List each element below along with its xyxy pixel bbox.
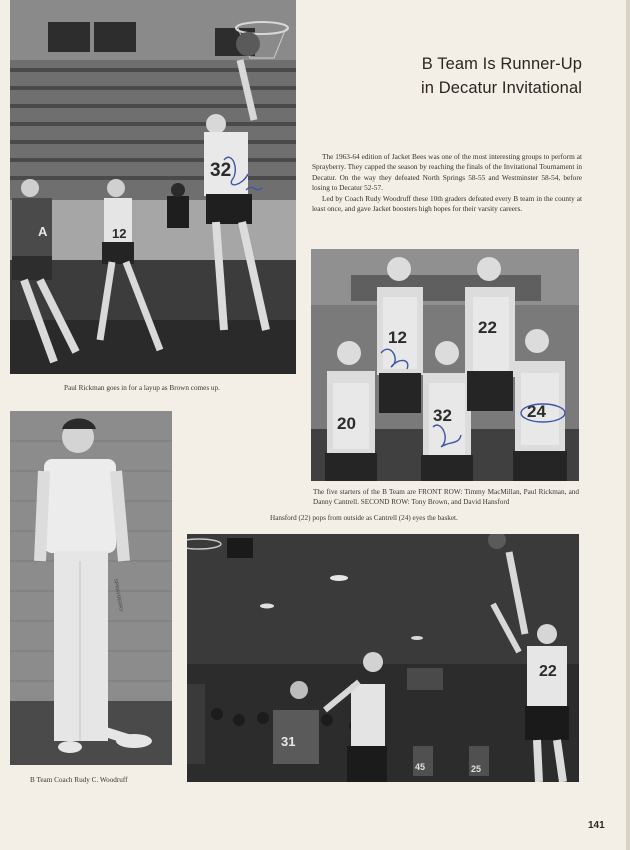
article-paragraph-2: Led by Coach Rudy Woodruff these 10th graders defeated every B team in the county at least once, and gave Jacket boosters high hopes for their varsity careers. <box>312 193 582 214</box>
article-headline <box>380 52 582 100</box>
action-bg-right-jersey: 25 <box>471 764 482 774</box>
page-edge <box>626 0 630 850</box>
team-back-left-jersey: 12 <box>388 328 407 347</box>
action-shooter-jersey: 22 <box>539 663 557 680</box>
coach-shirt-lettering: SPRAYBERRY <box>112 578 124 613</box>
action-bg-left-jersey: 45 <box>415 762 426 772</box>
team-front-right-jersey: 24 <box>527 402 546 421</box>
team-front-left-jersey: 20 <box>337 414 356 433</box>
starters-caption: The five starters of the B Team are FRONT ROW: Timmy MacMillan, Paul Rickman, and Danny Cantrell. SECOND ROW: Tony Brown, and David Hansford <box>313 488 579 506</box>
headline-line-2: in Decatur Invitational <box>421 79 582 97</box>
team-back-right-jersey: 22 <box>478 318 497 337</box>
article-body <box>312 152 582 214</box>
shot-caption: Hansford (22) pops from outside as Cantrell (24) eyes the basket. <box>270 514 458 522</box>
coach-caption: B Team Coach Rudy C. Woodruff <box>30 776 128 784</box>
defender-jersey-number: 12 <box>112 226 127 241</box>
left-player-jersey-mark: A <box>38 224 48 239</box>
layup-jersey-number: 32 <box>210 160 232 181</box>
layup-photo <box>10 0 296 374</box>
action-photo <box>187 534 579 782</box>
coach-photo <box>10 411 172 765</box>
page-number: 141 <box>588 820 605 831</box>
headline-line-1: B Team Is Runner-Up <box>421 55 582 73</box>
team-front-center-jersey: 32 <box>433 406 452 425</box>
article-paragraph-1: The 1963-64 edition of Jacket Bees was one of the most interesting groups to perform at Sprayberry. They capped the season by reaching the finals of the Invitational Tournament in Decatur. On the way they defeated North Springs 58-55 and Westminster 58-54, before losing to Decatur 52-57. <box>312 152 582 193</box>
action-opponent-jersey: 31 <box>281 734 296 749</box>
layup-caption: Paul Rickman goes in for a layup as Brown comes up. <box>64 384 220 392</box>
team-photo <box>311 249 579 481</box>
